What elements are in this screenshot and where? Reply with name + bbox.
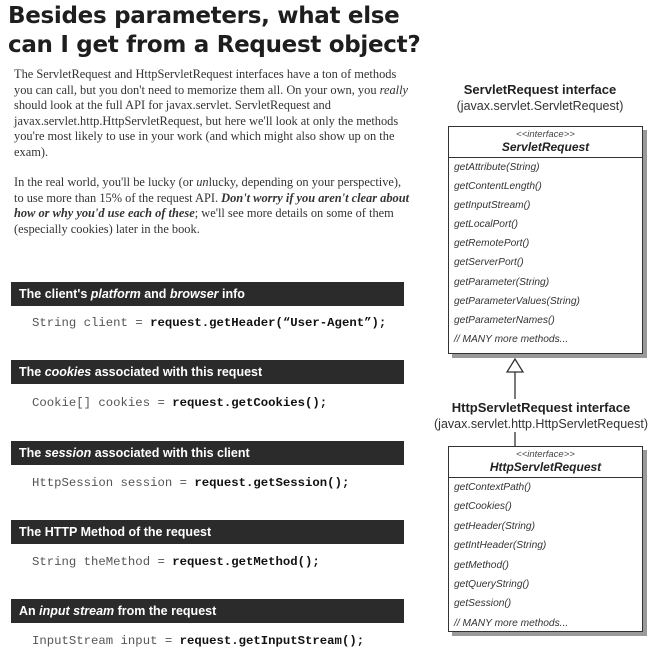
- title-line-1: Besides parameters, what else: [8, 3, 400, 29]
- uml-method: getIntHeader(String): [454, 540, 547, 552]
- uml-method: getCookies(): [454, 501, 512, 513]
- uml-method: getHeader(String): [454, 520, 535, 532]
- code-get-input-stream: InputStream input = request.getInputStream();: [32, 634, 365, 648]
- code-get-session: HttpSession session = request.getSession();: [32, 476, 350, 490]
- intro-paragraph-2: In the real world, you'll be lucky (or unlucky, depending on your perspective), to use more than 15% of the request API. Don't worry if you aren't clear about how or why you'd use each of these; we'll see more details on some of them (especially cookies) later in the book.: [14, 175, 410, 236]
- servlet-request-heading: ServletRequest interface (javax.servlet.ServletRequest): [456, 82, 624, 113]
- uml-method: getQueryString(): [454, 579, 530, 591]
- uml-method: getServerPort(): [454, 257, 524, 269]
- method-list: [449, 158, 642, 349]
- uml-method: getLocalPort(): [454, 219, 518, 231]
- uml-method: getContentLength(): [454, 181, 542, 193]
- section-bar-http-method: The HTTP Method of the request: [11, 520, 404, 544]
- code-get-cookies: Cookie[] cookies = request.getCookies();: [32, 396, 328, 410]
- uml-method: getAttribute(String): [454, 162, 540, 173]
- intro-paragraph-1: The ServletRequest and HttpServletRequest interfaces have a ton of methods you can call, but you don't need to memorize them all. On your own, you really should look at the full API for javax.servlet. ServletRequest and javax.servlet.http.HttpServletRequest, but here we'll look at only the methods you're most likely to use in your work (and which might also show up on the exam).: [14, 67, 409, 159]
- uml-stereotype: <<interface>>: [516, 449, 575, 460]
- uml-method: getInputStream(): [454, 200, 531, 212]
- http-servlet-request-heading: HttpServletRequest interface (javax.servlet.http.HttpServletRequest): [430, 399, 652, 432]
- section-bar-platform-browser: The client's platform and browser info: [11, 282, 404, 306]
- code-get-method: String theMethod = request.getMethod();: [32, 555, 320, 569]
- uml-method: getSession(): [454, 598, 512, 610]
- uml-method: getRemotePort(): [454, 238, 530, 250]
- uml-class-name: ServletRequest: [501, 140, 590, 154]
- section-bar-session: The session associated with this client: [11, 441, 404, 465]
- uml-method: getParameterNames(): [454, 314, 555, 326]
- uml-class-name: HttpServletRequest: [489, 460, 602, 474]
- title-line-2: can I get from a Request object?: [8, 32, 421, 58]
- section-bar-input-stream: An input stream from the request: [11, 599, 404, 623]
- page-title: [8, 2, 428, 60]
- code-get-header: String client = request.getHeader(“User-Agent”);: [32, 316, 387, 330]
- uml-method: getMethod(): [454, 559, 509, 571]
- uml-method: getParameter(String): [454, 276, 550, 288]
- uml-method: // MANY more methods...: [454, 333, 569, 345]
- servlet-request-uml-box: [448, 126, 643, 354]
- uml-stereotype: <<interface>>: [516, 129, 575, 140]
- method-list: [449, 478, 642, 633]
- uml-method: getParameterValues(String): [454, 295, 580, 307]
- uml-method: // MANY more methods...: [454, 617, 569, 629]
- http-servlet-request-uml-box: [448, 446, 643, 632]
- section-bar-cookies: The cookies associated with this request: [11, 360, 404, 384]
- uml-method: getContextPath(): [454, 482, 532, 493]
